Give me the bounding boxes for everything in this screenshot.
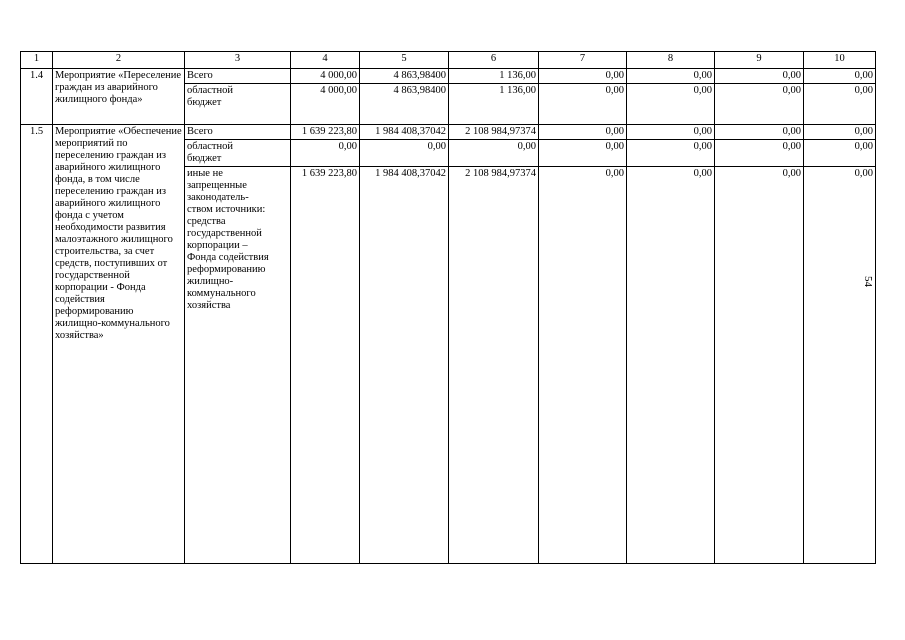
header-cell: 4: [291, 52, 360, 69]
value-cell: 4 863,98400: [360, 84, 449, 125]
budget-table: [20, 51, 876, 564]
value-cell: 2 108 984,97374: [449, 125, 539, 140]
value-cell: 0,00: [627, 84, 715, 125]
header-cell: 10: [804, 52, 876, 69]
value-cell: 0,00: [539, 125, 627, 140]
header-cell: 7: [539, 52, 627, 69]
value-cell: 0,00: [627, 140, 715, 167]
value-cell: 0,00: [539, 69, 627, 84]
funding-source: Всего: [185, 125, 291, 140]
value-cell: 1 984 408,37042: [360, 125, 449, 140]
header-cell: 1: [21, 52, 53, 69]
header-cell: 8: [627, 52, 715, 69]
value-cell: 0,00: [715, 140, 804, 167]
header-cell: 3: [185, 52, 291, 69]
value-cell: 0,00: [804, 140, 876, 167]
funding-source: областной бюджет: [185, 84, 291, 125]
header-cell: 5: [360, 52, 449, 69]
value-cell: 0,00: [715, 167, 804, 564]
value-cell: 0,00: [627, 125, 715, 140]
funding-source: Всего: [185, 69, 291, 84]
funding-source: иные не запрещенные законодатель- ством источники: средства государственной корпорации – Фонда содействия реформированию жилищно- коммунального хозяйства: [185, 167, 291, 564]
value-cell: 0,00: [804, 84, 876, 125]
value-cell: 0,00: [360, 140, 449, 167]
value-cell: 0,00: [804, 167, 876, 564]
page-number: 54: [862, 276, 874, 287]
value-cell: 4 863,98400: [360, 69, 449, 84]
value-cell: 0,00: [539, 84, 627, 125]
value-cell: 2 108 984,97374: [449, 167, 539, 564]
measure-name: Мероприятие «Обеспечение мероприятий по переселению граждан из аварийного жилищного фонда, в том числе переселению граждан из аварийного жилищного фонда с учетом необходимости развития малоэтажного жилищного строительства, за счет средств, поступивших от государственной корпорации - Фонда содействия реформированию жилищно-коммунального хозяйства»: [53, 125, 185, 564]
value-cell: 1 136,00: [449, 69, 539, 84]
value-cell: 0,00: [715, 84, 804, 125]
value-cell: 0,00: [715, 125, 804, 140]
table-row: [21, 69, 876, 84]
value-cell: 1 639 223,80: [291, 125, 360, 140]
measure-name: Мероприятие «Переселение граждан из аварийного жилищного фонда»: [53, 69, 185, 125]
value-cell: 4 000,00: [291, 84, 360, 125]
value-cell: 0,00: [804, 125, 876, 140]
value-cell: 0,00: [715, 69, 804, 84]
value-cell: 0,00: [627, 69, 715, 84]
header-cell: 6: [449, 52, 539, 69]
value-cell: 0,00: [539, 140, 627, 167]
header-row: [21, 52, 876, 69]
header-cell: 9: [715, 52, 804, 69]
funding-source: областной бюджет: [185, 140, 291, 167]
header-cell: 2: [53, 52, 185, 69]
value-cell: 1 984 408,37042: [360, 167, 449, 564]
row-number: 1.5: [21, 125, 53, 564]
row-number: 1.4: [21, 69, 53, 125]
value-cell: 0,00: [804, 69, 876, 84]
value-cell: 0,00: [627, 167, 715, 564]
value-cell: 0,00: [449, 140, 539, 167]
value-cell: 1 639 223,80: [291, 167, 360, 564]
value-cell: 1 136,00: [449, 84, 539, 125]
value-cell: 0,00: [291, 140, 360, 167]
table-row: [21, 125, 876, 140]
value-cell: 0,00: [539, 167, 627, 564]
value-cell: 4 000,00: [291, 69, 360, 84]
